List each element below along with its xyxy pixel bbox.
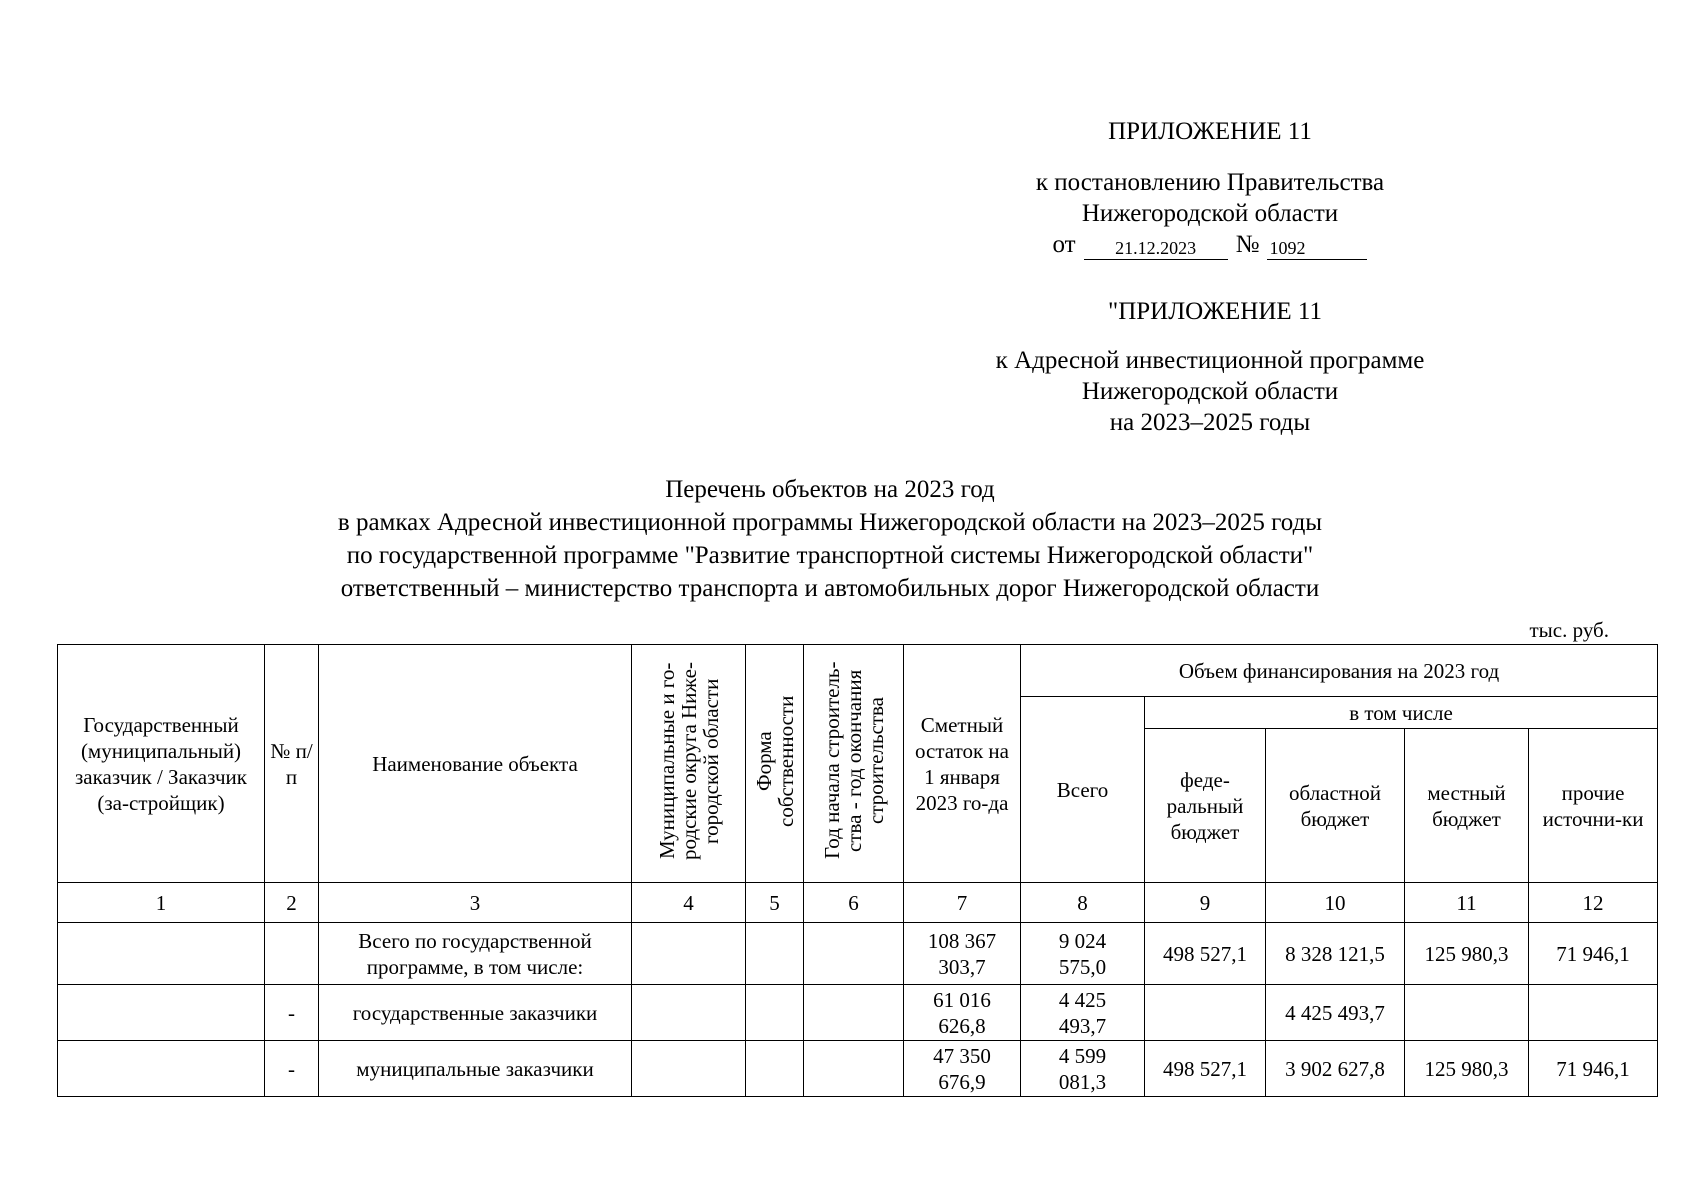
- estimate-cell: [904, 985, 1021, 1041]
- col-local-header: местный бюджет: [1405, 729, 1529, 883]
- object-name-text: Всего по государственной программе, в том числе:: [358, 928, 592, 979]
- regional-cell: 8 328 121,5: [1266, 923, 1405, 985]
- header-row-1: [58, 645, 1658, 697]
- col-years-text: Год начала строитель-ства - год окончания строительства: [819, 661, 888, 860]
- program-line-2: Нижегородской области: [1081, 378, 1339, 405]
- col-estimate-header: Сметный остаток на 1 января 2023 го-да: [904, 645, 1021, 883]
- customer-cell: [58, 1041, 265, 1097]
- column-number: 4: [632, 883, 746, 923]
- local-cell: [1405, 985, 1529, 1041]
- program-line-3: на 2023–2025 годы: [1109, 409, 1311, 436]
- program-reference: [930, 345, 1490, 438]
- total-value-part-1: 9 024: [1058, 928, 1107, 953]
- other-cell: [1529, 985, 1658, 1041]
- estimate-value-part-2: 626,8: [938, 1013, 986, 1038]
- total-value-part-1: 4 425: [1058, 987, 1107, 1012]
- total-value-part-2: 575,0: [1058, 954, 1107, 979]
- estimate-value-part-2: 676,9: [938, 1069, 986, 1094]
- ownership-cell: [746, 1041, 804, 1097]
- title-line-3: по государственной программе "Развитие транспортной системы Нижегородской области": [346, 542, 1314, 569]
- decree-line-2: Нижегородской области: [1081, 200, 1339, 227]
- municipality-cell: [632, 985, 746, 1041]
- column-number: 11: [1405, 883, 1529, 923]
- decree-date-line: [1053, 229, 1368, 260]
- col-other-header: прочие источни-ки: [1529, 729, 1658, 883]
- column-number: 10: [1266, 883, 1405, 923]
- table-row: [58, 985, 1658, 1041]
- program-line-1: к Адресной инвестиционной программе: [995, 347, 1425, 374]
- years-cell: [804, 985, 904, 1041]
- total-value-part-2: 081,3: [1058, 1069, 1107, 1094]
- object-name-cell: [319, 923, 632, 985]
- years-cell: [804, 923, 904, 985]
- total-cell: [1021, 985, 1145, 1041]
- total-value-part-1: 4 599: [1058, 1043, 1107, 1068]
- number-cell: -: [265, 985, 319, 1041]
- table-row: [58, 1041, 1658, 1097]
- column-number: 9: [1145, 883, 1266, 923]
- document-title: [0, 473, 1660, 605]
- title-line-1: Перечень объектов на 2023 год: [665, 476, 995, 503]
- local-cell: 125 980,3: [1405, 1041, 1529, 1097]
- estimate-cell: [904, 923, 1021, 985]
- total-value-part-2: 493,7: [1058, 1013, 1107, 1038]
- federal-cell: [1145, 985, 1266, 1041]
- column-number: 3: [319, 883, 632, 923]
- estimate-value-part-1: 47 350: [933, 1043, 991, 1068]
- column-number: 12: [1529, 883, 1658, 923]
- title-line-2: в рамках Адресной инвестиционной программы Нижегородской области на 2023–2025 годы: [337, 509, 1323, 536]
- col-object-name-header: Наименование объекта: [319, 645, 632, 883]
- municipality-cell: [632, 923, 746, 985]
- appendix-title-quoted: [1020, 296, 1410, 327]
- customer-cell: [58, 985, 265, 1041]
- ownership-cell: [746, 985, 804, 1041]
- federal-cell: 498 527,1: [1145, 1041, 1266, 1097]
- customer-cell: [58, 923, 265, 985]
- estimate-value-part-2: 303,7: [938, 954, 986, 979]
- from-label: от: [1052, 231, 1076, 258]
- table-row: [58, 923, 1658, 985]
- appendix-title-text: ПРИЛОЖЕНИЕ 11: [1108, 118, 1312, 145]
- column-number: 1: [58, 883, 265, 923]
- federal-cell: 498 527,1: [1145, 923, 1266, 985]
- ownership-cell: [746, 923, 804, 985]
- column-number: 7: [904, 883, 1021, 923]
- years-cell: [804, 1041, 904, 1097]
- regional-cell: 4 425 493,7: [1266, 985, 1405, 1041]
- regional-cell: 3 902 627,8: [1266, 1041, 1405, 1097]
- decree-line-1: к постановлению Правительства: [1035, 169, 1385, 196]
- decree-date: 21.12.2023: [1084, 237, 1228, 260]
- other-cell: 71 946,1: [1529, 923, 1658, 985]
- column-numbers-row: [58, 883, 1658, 923]
- col-number-header: № п/п: [265, 645, 319, 883]
- col-total-header: Всего: [1021, 697, 1145, 883]
- col-ownership-text: Форма собственности: [751, 694, 798, 827]
- appendix-title: [1000, 116, 1420, 147]
- municipality-cell: [632, 1041, 746, 1097]
- column-number: 8: [1021, 883, 1145, 923]
- objects-table: [57, 644, 1658, 1097]
- estimate-value-part-1: 108 367: [927, 928, 997, 953]
- col-ownership-header: [746, 645, 804, 883]
- including-header: в том числе: [1145, 697, 1658, 729]
- number-cell: -: [265, 1041, 319, 1097]
- local-cell: 125 980,3: [1405, 923, 1529, 985]
- number-label: №: [1235, 231, 1260, 258]
- estimate-cell: [904, 1041, 1021, 1097]
- title-line-4: ответственный – министерство транспорта и автомобильных дорог Нижегородской области: [340, 575, 1320, 602]
- appendix-title-quoted-text: "ПРИЛОЖЕНИЕ 11: [1108, 298, 1322, 325]
- decree-reference: [950, 167, 1470, 260]
- col-years-header: [804, 645, 904, 883]
- col-regional-header: областной бюджет: [1266, 729, 1405, 883]
- decree-number: 1092: [1267, 237, 1367, 260]
- column-number: 5: [746, 883, 804, 923]
- col-federal-header: феде-ральный бюджет: [1145, 729, 1266, 883]
- funding-header: Объем финансирования на 2023 год: [1021, 645, 1658, 697]
- total-cell: [1021, 923, 1145, 985]
- col-customer-header: Государственный (муниципальный) заказчик / Заказчик (за-стройщик): [58, 645, 265, 883]
- total-cell: [1021, 1041, 1145, 1097]
- column-number: 2: [265, 883, 319, 923]
- object-name-cell: муниципальные заказчики: [319, 1041, 632, 1097]
- other-cell: 71 946,1: [1529, 1041, 1658, 1097]
- col-municipality-text: Муниципальные и го-родские округа Ниже-городской области: [654, 661, 723, 860]
- unit-label: тыс. руб.: [1529, 618, 1609, 642]
- estimate-value-part-1: 61 016: [933, 987, 991, 1012]
- col-municipality-header: [632, 645, 746, 883]
- column-number: 6: [804, 883, 904, 923]
- number-cell: [265, 923, 319, 985]
- object-name-cell: государственные заказчики: [319, 985, 632, 1041]
